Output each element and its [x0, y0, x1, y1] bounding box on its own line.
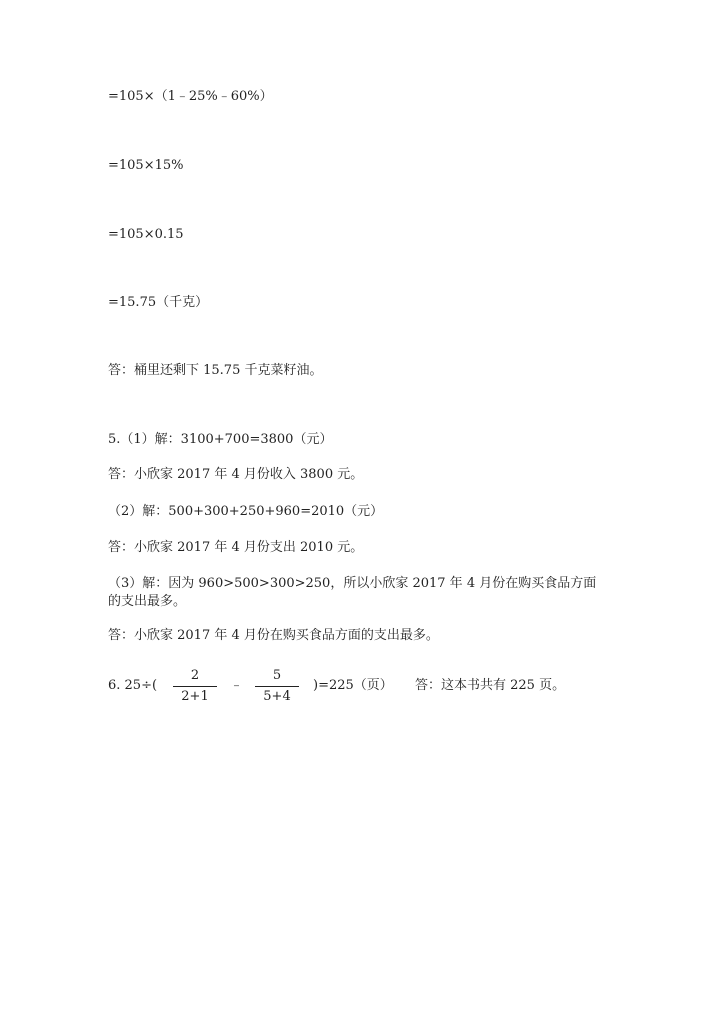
q6-fraction-2-denominator: 5+4	[263, 689, 291, 704]
q5-part2-answer: 答：小欣家 2017 年 4 月份支出 2010 元。	[108, 540, 364, 555]
q6-prefix: 6. 25÷(	[108, 678, 158, 693]
calc-answer: 答：桶里还剩下 15.75 千克菜籽油。	[108, 363, 323, 378]
calc-step-2: =105×15%	[108, 158, 184, 173]
q5-part2-solution: （2）解：500+300+250+960=2010（元）	[108, 504, 384, 519]
q6-fraction-2-numerator: 5	[272, 668, 282, 683]
q6-minus: ﹣	[230, 678, 244, 693]
calc-step-3: =105×0.15	[108, 227, 184, 242]
calc-step-4: =15.75（千克）	[108, 295, 209, 310]
q6-fraction-1-denominator: 2+1	[181, 689, 209, 704]
q5-part1-solution: 5.（1）解：3100+700=3800（元）	[108, 432, 333, 447]
q6-suffix: )=225（页）	[313, 678, 393, 693]
fraction-bar	[173, 686, 217, 687]
calc-step-1: =105×（1﹣25%﹣60%）	[108, 89, 273, 104]
q5-part3-answer: 答：小欣家 2017 年 4 月份在购买食品方面的支出最多。	[108, 628, 439, 643]
fraction-bar	[255, 686, 299, 687]
q6-fraction-1-numerator: 2	[190, 668, 200, 683]
q5-part1-answer: 答：小欣家 2017 年 4 月份收入 3800 元。	[108, 467, 364, 482]
q6-fraction-2	[255, 668, 299, 705]
q6-fraction-1	[173, 668, 217, 705]
q6-answer: 答：这本书共有 225 页。	[415, 678, 566, 693]
q5-part3-solution: （3）解：因为 960>500>300>250，所以小欣家 2017 年 4 月份在购买食品方面的支出最多。	[108, 576, 597, 609]
